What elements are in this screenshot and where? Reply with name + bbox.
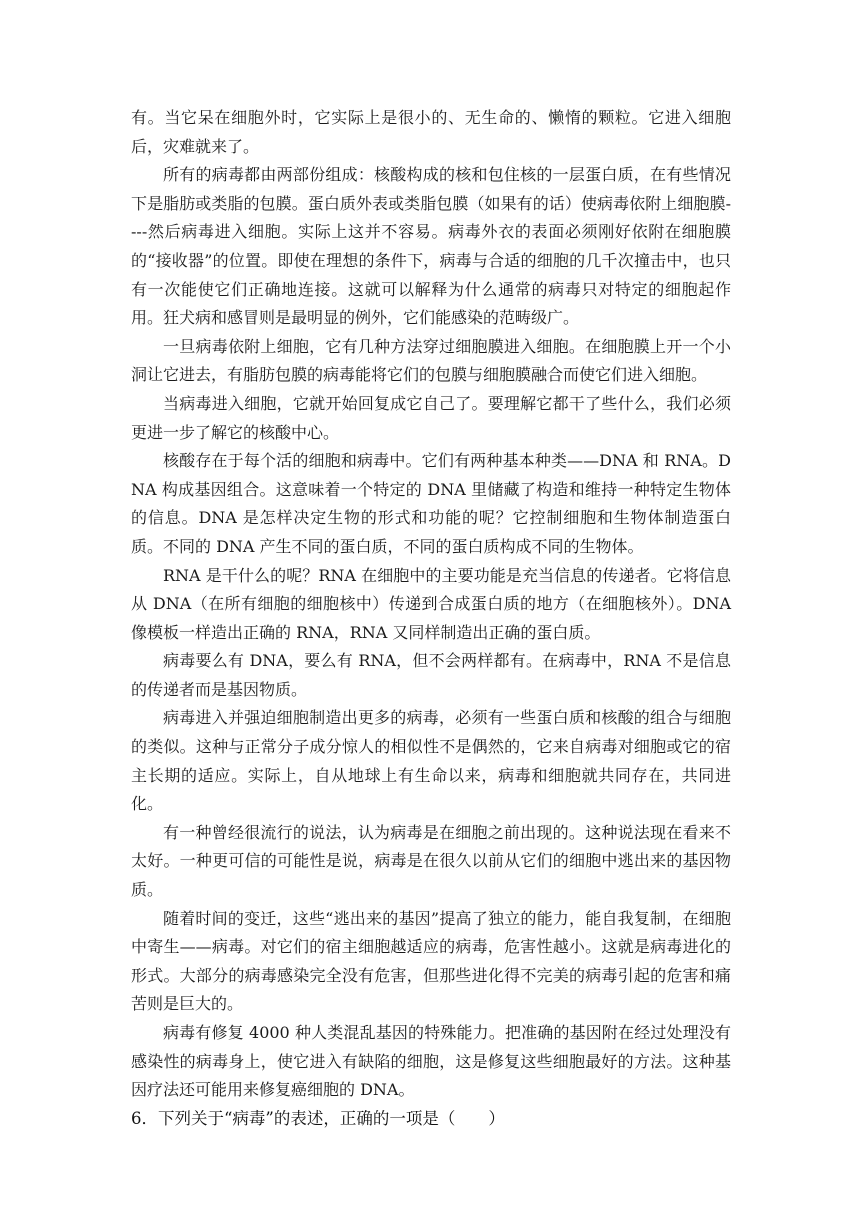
paragraph-5: 核酸存在于每个活的细胞和病毒中。它们有两种基本种类——DNA 和 RNA。DNA 构成基因组合。这意味着一个特定的 DNA 里储藏了构造和维持一种特定生物体的信息。DNA 是怎样决定生物的形式和功能的呢？它控制细胞和生物体制造蛋白质。不同的 DNA 产生不同的蛋白质，不同的蛋白质构成不同的生物体。 xyxy=(131,451,731,556)
paragraph-4: 当病毒进入细胞，它就开始回复成它自己了。要理解它都干了些什么，我们必须更进一步了解它的核酸中心。 xyxy=(131,393,731,442)
question-6: 6．下列关于“病毒”的表述，正确的一项是（ ） xyxy=(131,1108,505,1128)
paragraph-7: 病毒要么有 DNA，要么有 RNA，但不会两样都有。在病毒中，RNA 不是信息的传递者而是基因物质。 xyxy=(131,651,731,699)
paragraph-10: 随着时间的变迁，这些“逃出来的基因”提高了独立的能力，能自我复制，在细胞中寄生——病毒。对它们的宿主细胞越适应的病毒，危害性越小。这就是病毒进化的形式。大部分的病毒感染完全没有危害，但那些进化得不完美的病毒引起的危害和痛苦则是巨大的。 xyxy=(131,908,731,1014)
document-body xyxy=(131,104,731,1133)
paragraph-3: 一旦病毒依附上细胞，它有几种方法穿过细胞膜进入细胞。在细胞膜上开一个小洞让它进去，有脂肪包膜的病毒能将它们的包膜与细胞膜融合而使它们进入细胞。 xyxy=(131,336,731,385)
paragraph-2: 所有的病毒都由两部份组成：核酸构成的核和包住核的一层蛋白质，在有些情况下是脂肪或类脂的包膜。蛋白质外表或类脂包膜（如果有的话）使病毒依附上细胞膜----然后病毒进入细胞。实际上这并不容易。病毒外衣的表面必须刚好依附在细胞膜的“接收器”的位置。即使在理想的条件下，病毒与合适的细胞的几千次撞击中，也只有一次能使它们正确地连接。这就可以解释为什么通常的病毒只对特定的细胞起作用。狂犬病和感冒则是最明显的例外，它们能感染的范畴级广。 xyxy=(131,165,731,328)
paragraph-11: 病毒有修复 4000 种人类混乱基因的特殊能力。把准确的基因附在经过处理没有感染性的病毒身上，使它进入有缺陷的细胞，这是修复这些细胞最好的方法。这种基因疗法还可能用来修复癌细胞的 DNA。 xyxy=(131,1023,731,1100)
paragraph-6: RNA 是干什么的呢？RNA 在细胞中的主要功能是充当信息的传递者。它将信息从 DNA（在所有细胞的细胞核中）传递到合成蛋白质的地方（在细胞核外）。DNA 像模板一样造出正确的 RNA，RNA 又同样制造出正确的蛋白质。 xyxy=(131,565,731,642)
paragraph-9: 有一种曾经很流行的说法，认为病毒是在细胞之前出现的。这种说法现在看来不太好。一种更可信的可能性是说，病毒是在很久以前从它们的细胞中逃出来的基因物质。 xyxy=(131,822,731,900)
paragraph-1: 有。当它呆在细胞外时，它实际上是很小的、无生命的、懒惰的颗粒。它进入细胞后，灾难就来了。 xyxy=(131,108,731,156)
paragraph-8: 病毒进入并强迫细胞制造出更多的病毒，必须有一些蛋白质和核酸的组合与细胞的类似。这种与正常分子成分惊人的相似性不是偶然的，它来自病毒对细胞或它的宿主长期的适应。实际上，自从地球上有生命以来，病毒和细胞就共同存在，共同进化。 xyxy=(131,708,731,814)
